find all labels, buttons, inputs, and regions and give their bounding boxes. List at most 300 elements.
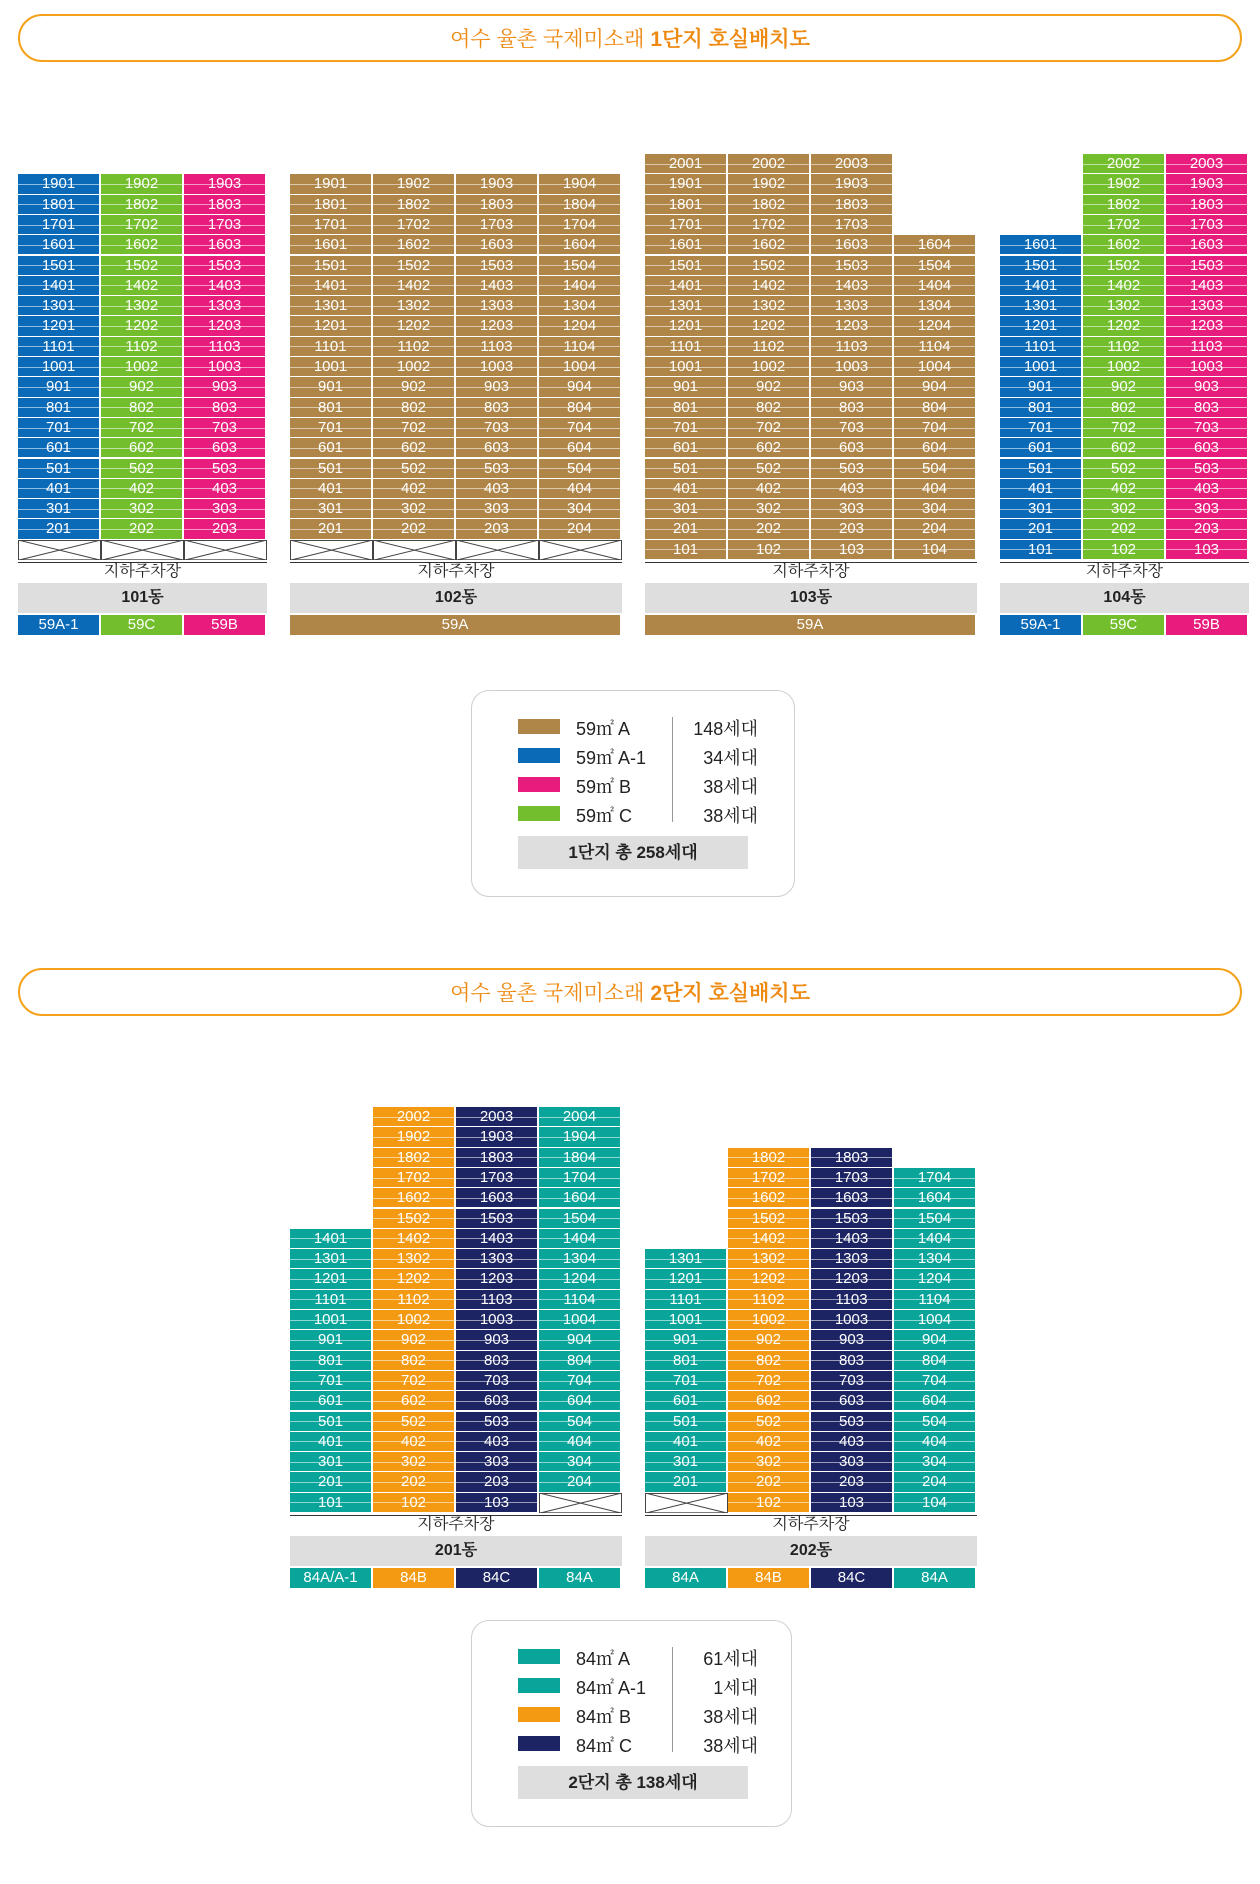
unit-cell[interactable]: 602	[728, 438, 811, 458]
unit-cell[interactable]: 703	[811, 418, 894, 438]
unit-cell[interactable]: 1101	[1000, 337, 1083, 357]
unit-cell[interactable]: 1304	[894, 296, 977, 316]
unit-cell[interactable]: 402	[728, 479, 811, 499]
unit-cell[interactable]: 104	[894, 540, 977, 560]
unit-cell[interactable]: 902	[728, 1330, 811, 1350]
unit-cell[interactable]: 203	[811, 1472, 894, 1492]
unit-cell[interactable]: 501	[18, 459, 101, 479]
unit-cell[interactable]: 901	[1000, 377, 1083, 397]
unit-cell[interactable]: 1902	[728, 174, 811, 194]
unit-cell[interactable]: 103	[811, 1493, 894, 1513]
unit-cell[interactable]: 1002	[728, 357, 811, 377]
unit-cell[interactable]: 903	[811, 377, 894, 397]
unit-cell[interactable]: 1001	[1000, 357, 1083, 377]
unit-cell[interactable]: 1104	[539, 1290, 622, 1310]
unit-cell[interactable]: 903	[456, 377, 539, 397]
unit-cell[interactable]: 801	[645, 398, 728, 418]
unit-cell[interactable]: 1302	[101, 296, 184, 316]
unit-cell[interactable]: 201	[290, 1472, 373, 1492]
unit-cell[interactable]: 302	[101, 499, 184, 519]
unit-cell[interactable]: 203	[811, 519, 894, 539]
unit-cell[interactable]: 504	[539, 459, 622, 479]
unit-cell[interactable]: 702	[373, 418, 456, 438]
unit-cell[interactable]: 1504	[539, 1209, 622, 1229]
unit-cell[interactable]: 1004	[539, 357, 622, 377]
unit-cell[interactable]: 1301	[645, 296, 728, 316]
unit-cell[interactable]: 1803	[811, 1148, 894, 1168]
unit-cell[interactable]: 1502	[1083, 256, 1166, 276]
unit-cell[interactable]: 1303	[1166, 296, 1249, 316]
unit-cell[interactable]: 1004	[894, 357, 977, 377]
unit-cell[interactable]: 803	[456, 1351, 539, 1371]
unit-cell[interactable]: 1204	[539, 316, 622, 336]
unit-cell[interactable]: 1604	[539, 1188, 622, 1208]
unit-cell[interactable]: 801	[290, 1351, 373, 1371]
unit-cell[interactable]: 1201	[290, 316, 373, 336]
unit-cell[interactable]: 1003	[811, 357, 894, 377]
unit-cell[interactable]: 1002	[373, 357, 456, 377]
unit-cell[interactable]: 904	[894, 1330, 977, 1350]
unit-cell[interactable]: 103	[811, 540, 894, 560]
unit-cell[interactable]: 1103	[456, 1290, 539, 1310]
unit-cell[interactable]: 403	[811, 479, 894, 499]
unit-cell[interactable]: 803	[1166, 398, 1249, 418]
unit-cell[interactable]: 401	[290, 479, 373, 499]
unit-cell[interactable]: 2003	[811, 154, 894, 174]
unit-cell[interactable]: 603	[811, 1391, 894, 1411]
unit-cell[interactable]: 203	[456, 519, 539, 539]
unit-cell[interactable]: 701	[290, 418, 373, 438]
unit-cell[interactable]: 402	[373, 1432, 456, 1452]
unit-cell[interactable]: 703	[456, 418, 539, 438]
unit-cell[interactable]: 1801	[290, 195, 373, 215]
unit-cell[interactable]: 702	[728, 418, 811, 438]
unit-cell[interactable]: 1001	[645, 1310, 728, 1330]
unit-cell[interactable]: 501	[1000, 459, 1083, 479]
unit-cell[interactable]: 203	[184, 519, 267, 539]
unit-cell[interactable]: 1901	[290, 174, 373, 194]
unit-cell[interactable]: 1902	[1083, 174, 1166, 194]
unit-cell[interactable]: 502	[373, 459, 456, 479]
unit-cell[interactable]: 1903	[456, 174, 539, 194]
unit-cell[interactable]: 403	[184, 479, 267, 499]
unit-cell[interactable]: 1203	[456, 316, 539, 336]
unit-cell[interactable]: 402	[1083, 479, 1166, 499]
unit-cell[interactable]: 1701	[290, 215, 373, 235]
unit-cell[interactable]: 1602	[101, 235, 184, 255]
unit-cell[interactable]: 802	[101, 398, 184, 418]
unit-cell[interactable]: 1503	[456, 1209, 539, 1229]
unit-cell[interactable]: 302	[373, 1452, 456, 1472]
unit-cell[interactable]: 704	[539, 418, 622, 438]
unit-cell[interactable]: 1201	[645, 316, 728, 336]
unit-cell[interactable]: 603	[184, 438, 267, 458]
unit-cell[interactable]: 1703	[184, 215, 267, 235]
unit-cell[interactable]: 502	[728, 1412, 811, 1432]
unit-cell[interactable]: 1602	[728, 235, 811, 255]
unit-cell[interactable]: 1601	[18, 235, 101, 255]
unit-cell[interactable]: 1303	[811, 1249, 894, 1269]
unit-cell[interactable]: 502	[373, 1412, 456, 1432]
unit-cell[interactable]: 303	[184, 499, 267, 519]
unit-cell[interactable]: 1301	[18, 296, 101, 316]
unit-cell[interactable]: 604	[894, 438, 977, 458]
unit-cell[interactable]: 702	[101, 418, 184, 438]
unit-cell[interactable]: 1303	[456, 1249, 539, 1269]
unit-cell[interactable]: 302	[1083, 499, 1166, 519]
unit-cell[interactable]: 601	[1000, 438, 1083, 458]
unit-cell[interactable]: 1601	[290, 235, 373, 255]
unit-cell[interactable]: 604	[894, 1391, 977, 1411]
unit-cell[interactable]: 802	[373, 1351, 456, 1371]
unit-cell[interactable]: 1401	[290, 1229, 373, 1249]
unit-cell[interactable]: 601	[290, 438, 373, 458]
unit-cell[interactable]: 503	[811, 459, 894, 479]
unit-cell[interactable]: 1703	[811, 1168, 894, 1188]
unit-cell[interactable]: 404	[539, 1432, 622, 1452]
unit-cell[interactable]: 603	[456, 1391, 539, 1411]
unit-cell[interactable]: 1603	[811, 235, 894, 255]
unit-cell[interactable]: 1001	[18, 357, 101, 377]
unit-cell[interactable]: 303	[456, 499, 539, 519]
unit-cell[interactable]: 1604	[894, 1188, 977, 1208]
unit-cell[interactable]: 201	[645, 1472, 728, 1492]
unit-cell[interactable]: 1104	[894, 1290, 977, 1310]
unit-cell[interactable]: 1202	[728, 316, 811, 336]
unit-cell[interactable]: 604	[539, 1391, 622, 1411]
unit-cell[interactable]: 401	[645, 1432, 728, 1452]
unit-cell[interactable]: 1804	[539, 1148, 622, 1168]
unit-cell[interactable]: 601	[290, 1391, 373, 1411]
unit-cell[interactable]: 1602	[728, 1188, 811, 1208]
unit-cell[interactable]: 303	[1166, 499, 1249, 519]
unit-cell[interactable]: 1702	[101, 215, 184, 235]
unit-cell[interactable]: 1403	[1166, 276, 1249, 296]
unit-cell[interactable]: 1401	[1000, 276, 1083, 296]
unit-cell[interactable]: 1504	[894, 1209, 977, 1229]
unit-cell[interactable]: 1001	[290, 357, 373, 377]
unit-cell[interactable]: 1902	[373, 174, 456, 194]
unit-cell[interactable]: 1104	[539, 337, 622, 357]
unit-cell[interactable]: 803	[811, 1351, 894, 1371]
unit-cell[interactable]: 1502	[373, 256, 456, 276]
unit-cell[interactable]: 1304	[539, 1249, 622, 1269]
unit-cell[interactable]: 1302	[373, 1249, 456, 1269]
unit-cell[interactable]: 403	[456, 479, 539, 499]
unit-cell[interactable]: 604	[539, 438, 622, 458]
unit-cell[interactable]: 1803	[184, 195, 267, 215]
unit-cell[interactable]: 803	[811, 398, 894, 418]
unit-cell[interactable]: 502	[728, 459, 811, 479]
unit-cell[interactable]: 1401	[645, 276, 728, 296]
unit-cell[interactable]: 301	[645, 1452, 728, 1472]
unit-cell[interactable]: 102	[728, 1493, 811, 1513]
unit-cell[interactable]: 203	[1166, 519, 1249, 539]
unit-cell[interactable]: 602	[373, 1391, 456, 1411]
unit-cell[interactable]: 1102	[728, 337, 811, 357]
unit-cell[interactable]: 1904	[539, 174, 622, 194]
unit-cell[interactable]: 503	[456, 1412, 539, 1432]
unit-cell[interactable]: 603	[1166, 438, 1249, 458]
unit-cell[interactable]: 301	[645, 499, 728, 519]
unit-cell[interactable]: 1201	[645, 1269, 728, 1289]
unit-cell[interactable]: 1702	[1083, 215, 1166, 235]
unit-cell[interactable]: 204	[894, 519, 977, 539]
unit-cell[interactable]: 404	[539, 479, 622, 499]
unit-cell[interactable]: 1701	[18, 215, 101, 235]
unit-cell[interactable]: 1202	[101, 316, 184, 336]
unit-cell[interactable]: 302	[728, 499, 811, 519]
unit-cell[interactable]: 102	[1083, 540, 1166, 560]
unit-cell[interactable]: 904	[894, 377, 977, 397]
unit-cell[interactable]: 1801	[645, 195, 728, 215]
unit-cell[interactable]: 403	[456, 1432, 539, 1452]
unit-cell[interactable]: 1503	[456, 256, 539, 276]
unit-cell[interactable]: 1104	[894, 337, 977, 357]
unit-cell[interactable]: 1303	[184, 296, 267, 316]
unit-cell[interactable]: 202	[101, 519, 184, 539]
unit-cell[interactable]: 804	[539, 398, 622, 418]
unit-cell[interactable]: 601	[645, 1391, 728, 1411]
unit-cell[interactable]: 1201	[290, 1269, 373, 1289]
unit-cell[interactable]: 1204	[539, 1269, 622, 1289]
unit-cell[interactable]: 201	[18, 519, 101, 539]
unit-cell[interactable]: 1003	[811, 1310, 894, 1330]
unit-cell[interactable]: 1004	[539, 1310, 622, 1330]
unit-cell[interactable]: 1203	[1166, 316, 1249, 336]
unit-cell[interactable]: 103	[1166, 540, 1249, 560]
unit-cell[interactable]: 1604	[539, 235, 622, 255]
unit-cell[interactable]: 1502	[101, 256, 184, 276]
unit-cell[interactable]: 602	[728, 1391, 811, 1411]
unit-cell[interactable]: 702	[728, 1371, 811, 1391]
unit-cell[interactable]: 1403	[184, 276, 267, 296]
unit-cell[interactable]: 1103	[456, 337, 539, 357]
unit-cell[interactable]: 2003	[456, 1107, 539, 1127]
unit-cell[interactable]: 1902	[373, 1127, 456, 1147]
unit-cell[interactable]: 301	[1000, 499, 1083, 519]
unit-cell[interactable]: 1002	[1083, 357, 1166, 377]
unit-cell[interactable]: 303	[811, 499, 894, 519]
unit-cell[interactable]: 1703	[456, 215, 539, 235]
unit-cell[interactable]: 1703	[1166, 215, 1249, 235]
unit-cell[interactable]: 902	[373, 1330, 456, 1350]
unit-cell[interactable]: 2002	[728, 154, 811, 174]
unit-cell[interactable]: 203	[456, 1472, 539, 1492]
unit-cell[interactable]: 2002	[373, 1107, 456, 1127]
unit-cell[interactable]: 801	[290, 398, 373, 418]
unit-cell[interactable]: 1403	[811, 276, 894, 296]
unit-cell[interactable]: 1603	[811, 1188, 894, 1208]
unit-cell[interactable]: 1403	[456, 276, 539, 296]
unit-cell[interactable]: 1903	[811, 174, 894, 194]
unit-cell[interactable]: 603	[456, 438, 539, 458]
unit-cell[interactable]: 1601	[645, 235, 728, 255]
unit-cell[interactable]: 703	[1166, 418, 1249, 438]
unit-cell[interactable]: 1504	[894, 256, 977, 276]
unit-cell[interactable]: 1301	[645, 1249, 728, 1269]
unit-cell[interactable]: 1003	[456, 1310, 539, 1330]
unit-cell[interactable]: 503	[456, 459, 539, 479]
unit-cell[interactable]: 1302	[728, 296, 811, 316]
unit-cell[interactable]: 902	[101, 377, 184, 397]
unit-cell[interactable]: 202	[728, 1472, 811, 1492]
unit-cell[interactable]: 1204	[894, 1269, 977, 1289]
unit-cell[interactable]: 1603	[184, 235, 267, 255]
unit-cell[interactable]: 303	[456, 1452, 539, 1472]
unit-cell[interactable]: 1404	[894, 1229, 977, 1249]
unit-cell[interactable]: 1203	[811, 316, 894, 336]
unit-cell[interactable]: 1601	[1000, 235, 1083, 255]
unit-cell[interactable]: 2003	[1166, 154, 1249, 174]
unit-cell[interactable]: 302	[373, 499, 456, 519]
unit-cell[interactable]: 503	[811, 1412, 894, 1432]
unit-cell[interactable]: 1502	[728, 256, 811, 276]
unit-cell[interactable]: 401	[290, 1432, 373, 1452]
unit-cell[interactable]: 903	[811, 1330, 894, 1350]
unit-cell[interactable]: 1802	[373, 195, 456, 215]
unit-cell[interactable]: 1404	[539, 1229, 622, 1249]
unit-cell[interactable]: 302	[728, 1452, 811, 1472]
unit-cell[interactable]: 1603	[456, 235, 539, 255]
unit-cell[interactable]: 1201	[18, 316, 101, 336]
unit-cell[interactable]: 1202	[728, 1269, 811, 1289]
unit-cell[interactable]: 301	[290, 499, 373, 519]
unit-cell[interactable]: 901	[18, 377, 101, 397]
unit-cell[interactable]: 1302	[373, 296, 456, 316]
unit-cell[interactable]: 503	[1166, 459, 1249, 479]
unit-cell[interactable]: 902	[728, 377, 811, 397]
unit-cell[interactable]: 304	[539, 499, 622, 519]
unit-cell[interactable]: 601	[18, 438, 101, 458]
unit-cell[interactable]: 1402	[373, 276, 456, 296]
unit-cell[interactable]: 401	[645, 479, 728, 499]
unit-cell[interactable]: 1504	[539, 256, 622, 276]
unit-cell[interactable]: 1003	[456, 357, 539, 377]
unit-cell[interactable]: 1101	[290, 337, 373, 357]
unit-cell[interactable]: 1503	[811, 1209, 894, 1229]
unit-cell[interactable]: 1001	[290, 1310, 373, 1330]
unit-cell[interactable]: 1802	[373, 1148, 456, 1168]
unit-cell[interactable]: 1401	[290, 276, 373, 296]
unit-cell[interactable]: 602	[1083, 438, 1166, 458]
unit-cell[interactable]: 1704	[539, 1168, 622, 1188]
unit-cell[interactable]: 901	[290, 1330, 373, 1350]
unit-cell[interactable]: 701	[645, 418, 728, 438]
unit-cell[interactable]: 1803	[811, 195, 894, 215]
unit-cell[interactable]: 1402	[101, 276, 184, 296]
unit-cell[interactable]: 1001	[645, 357, 728, 377]
unit-cell[interactable]: 202	[1083, 519, 1166, 539]
unit-cell[interactable]: 1904	[539, 1127, 622, 1147]
unit-cell[interactable]: 1102	[101, 337, 184, 357]
unit-cell[interactable]: 1602	[1083, 235, 1166, 255]
unit-cell[interactable]: 1704	[539, 215, 622, 235]
unit-cell[interactable]: 801	[18, 398, 101, 418]
unit-cell[interactable]: 303	[811, 1452, 894, 1472]
unit-cell[interactable]: 803	[184, 398, 267, 418]
unit-cell[interactable]: 901	[645, 377, 728, 397]
unit-cell[interactable]: 703	[456, 1371, 539, 1391]
unit-cell[interactable]: 1902	[101, 174, 184, 194]
unit-cell[interactable]: 1401	[18, 276, 101, 296]
unit-cell[interactable]: 1501	[1000, 256, 1083, 276]
unit-cell[interactable]: 1301	[1000, 296, 1083, 316]
unit-cell[interactable]: 1103	[811, 1290, 894, 1310]
unit-cell[interactable]: 404	[894, 1432, 977, 1452]
unit-cell[interactable]: 801	[645, 1351, 728, 1371]
unit-cell[interactable]: 103	[456, 1493, 539, 1513]
unit-cell[interactable]: 204	[539, 519, 622, 539]
unit-cell[interactable]: 1302	[728, 1249, 811, 1269]
unit-cell[interactable]: 902	[1083, 377, 1166, 397]
unit-cell[interactable]: 304	[894, 1452, 977, 1472]
unit-cell[interactable]: 704	[894, 1371, 977, 1391]
unit-cell[interactable]: 1403	[811, 1229, 894, 1249]
unit-cell[interactable]: 504	[894, 1412, 977, 1432]
unit-cell[interactable]: 1603	[1166, 235, 1249, 255]
unit-cell[interactable]: 1503	[1166, 256, 1249, 276]
unit-cell[interactable]: 602	[101, 438, 184, 458]
unit-cell[interactable]: 1101	[18, 337, 101, 357]
unit-cell[interactable]: 1203	[811, 1269, 894, 1289]
unit-cell[interactable]: 2004	[539, 1107, 622, 1127]
unit-cell[interactable]: 904	[539, 1330, 622, 1350]
unit-cell[interactable]: 1802	[728, 195, 811, 215]
unit-cell[interactable]: 703	[811, 1371, 894, 1391]
unit-cell[interactable]: 1501	[18, 256, 101, 276]
unit-cell[interactable]: 1501	[290, 256, 373, 276]
unit-cell[interactable]: 801	[1000, 398, 1083, 418]
unit-cell[interactable]: 803	[456, 398, 539, 418]
unit-cell[interactable]: 1404	[894, 276, 977, 296]
unit-cell[interactable]: 1101	[645, 337, 728, 357]
unit-cell[interactable]: 1502	[373, 1209, 456, 1229]
unit-cell[interactable]: 904	[539, 377, 622, 397]
unit-cell[interactable]: 804	[894, 398, 977, 418]
unit-cell[interactable]: 301	[18, 499, 101, 519]
unit-cell[interactable]: 1202	[373, 1269, 456, 1289]
unit-cell[interactable]: 402	[728, 1432, 811, 1452]
unit-cell[interactable]: 1403	[456, 1229, 539, 1249]
unit-cell[interactable]: 1202	[1083, 316, 1166, 336]
unit-cell[interactable]: 701	[18, 418, 101, 438]
unit-cell[interactable]: 601	[645, 438, 728, 458]
unit-cell[interactable]: 1402	[373, 1229, 456, 1249]
unit-cell[interactable]: 902	[373, 377, 456, 397]
unit-cell[interactable]: 102	[373, 1493, 456, 1513]
unit-cell[interactable]: 104	[894, 1493, 977, 1513]
unit-cell[interactable]: 901	[290, 377, 373, 397]
unit-cell[interactable]: 1004	[894, 1310, 977, 1330]
unit-cell[interactable]: 1402	[728, 1229, 811, 1249]
unit-cell[interactable]: 1502	[728, 1209, 811, 1229]
unit-cell[interactable]: 502	[101, 459, 184, 479]
unit-cell[interactable]: 1003	[184, 357, 267, 377]
unit-cell[interactable]: 201	[290, 519, 373, 539]
unit-cell[interactable]: 403	[1166, 479, 1249, 499]
unit-cell[interactable]: 1803	[1166, 195, 1249, 215]
unit-cell[interactable]: 1201	[1000, 316, 1083, 336]
unit-cell[interactable]: 2001	[645, 154, 728, 174]
unit-cell[interactable]: 1802	[728, 1148, 811, 1168]
unit-cell[interactable]: 402	[373, 479, 456, 499]
unit-cell[interactable]: 1003	[1166, 357, 1249, 377]
unit-cell[interactable]: 1103	[811, 337, 894, 357]
unit-cell[interactable]: 903	[456, 1330, 539, 1350]
unit-cell[interactable]: 1701	[645, 215, 728, 235]
unit-cell[interactable]: 704	[539, 1371, 622, 1391]
